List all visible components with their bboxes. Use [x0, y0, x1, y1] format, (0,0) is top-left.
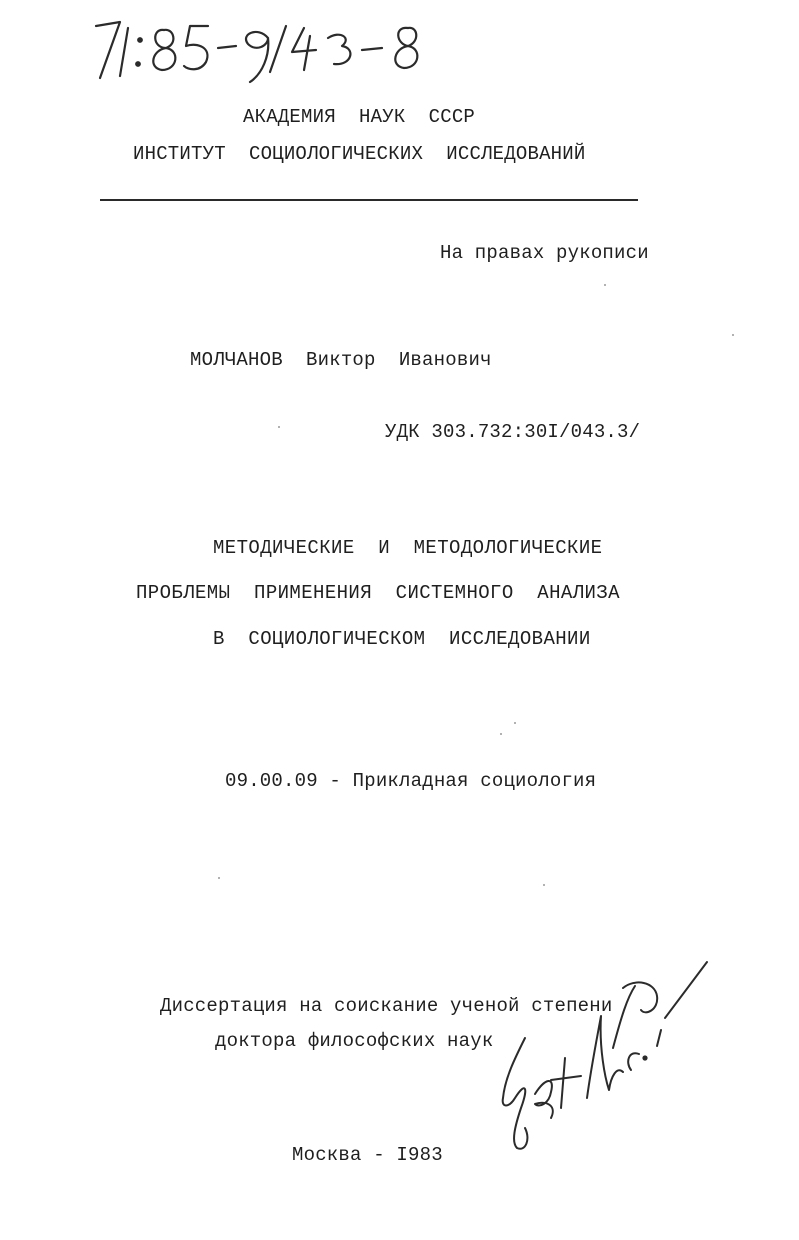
handwritten-catalog-number — [90, 8, 470, 88]
scan-speck — [514, 722, 516, 724]
city-year: Москва - I983 — [292, 1144, 443, 1166]
degree-line-2: доктора философских наук — [215, 1030, 494, 1052]
scan-speck — [278, 426, 280, 428]
scan-speck — [732, 334, 734, 336]
title-line-1: МЕТОДИЧЕСКИЕ И МЕТОДОЛОГИЧЕСКИЕ — [213, 537, 603, 559]
handwritten-signature — [495, 958, 715, 1158]
scan-speck — [543, 884, 545, 886]
title-line-2: ПРОБЛЕМЫ ПРИМЕНЕНИЯ СИСТЕМНОГО АНАЛИЗА — [136, 582, 620, 604]
header-divider — [100, 199, 638, 201]
scan-speck — [218, 877, 220, 879]
scan-speck — [500, 733, 502, 735]
institute-heading: ИНСТИТУТ СОЦИОЛОГИЧЕСКИХ ИССЛЕДОВАНИЙ — [133, 143, 586, 165]
udc-code: УДК 303.732:30I/043.3/ — [385, 421, 641, 443]
degree-line-1: Диссертация на соискание ученой степени — [160, 995, 613, 1017]
scan-speck — [604, 284, 606, 286]
academy-heading: АКАДЕМИЯ НАУК СССР — [243, 106, 476, 128]
specialty-code: 09.00.09 - Прикладная социология — [225, 770, 597, 792]
author-name: МОЛЧАНОВ Виктор Иванович — [190, 349, 492, 371]
manuscript-rights-note: На правах рукописи — [440, 242, 649, 264]
title-line-3: В СОЦИОЛОГИЧЕСКОМ ИССЛЕДОВАНИИ — [213, 628, 591, 650]
